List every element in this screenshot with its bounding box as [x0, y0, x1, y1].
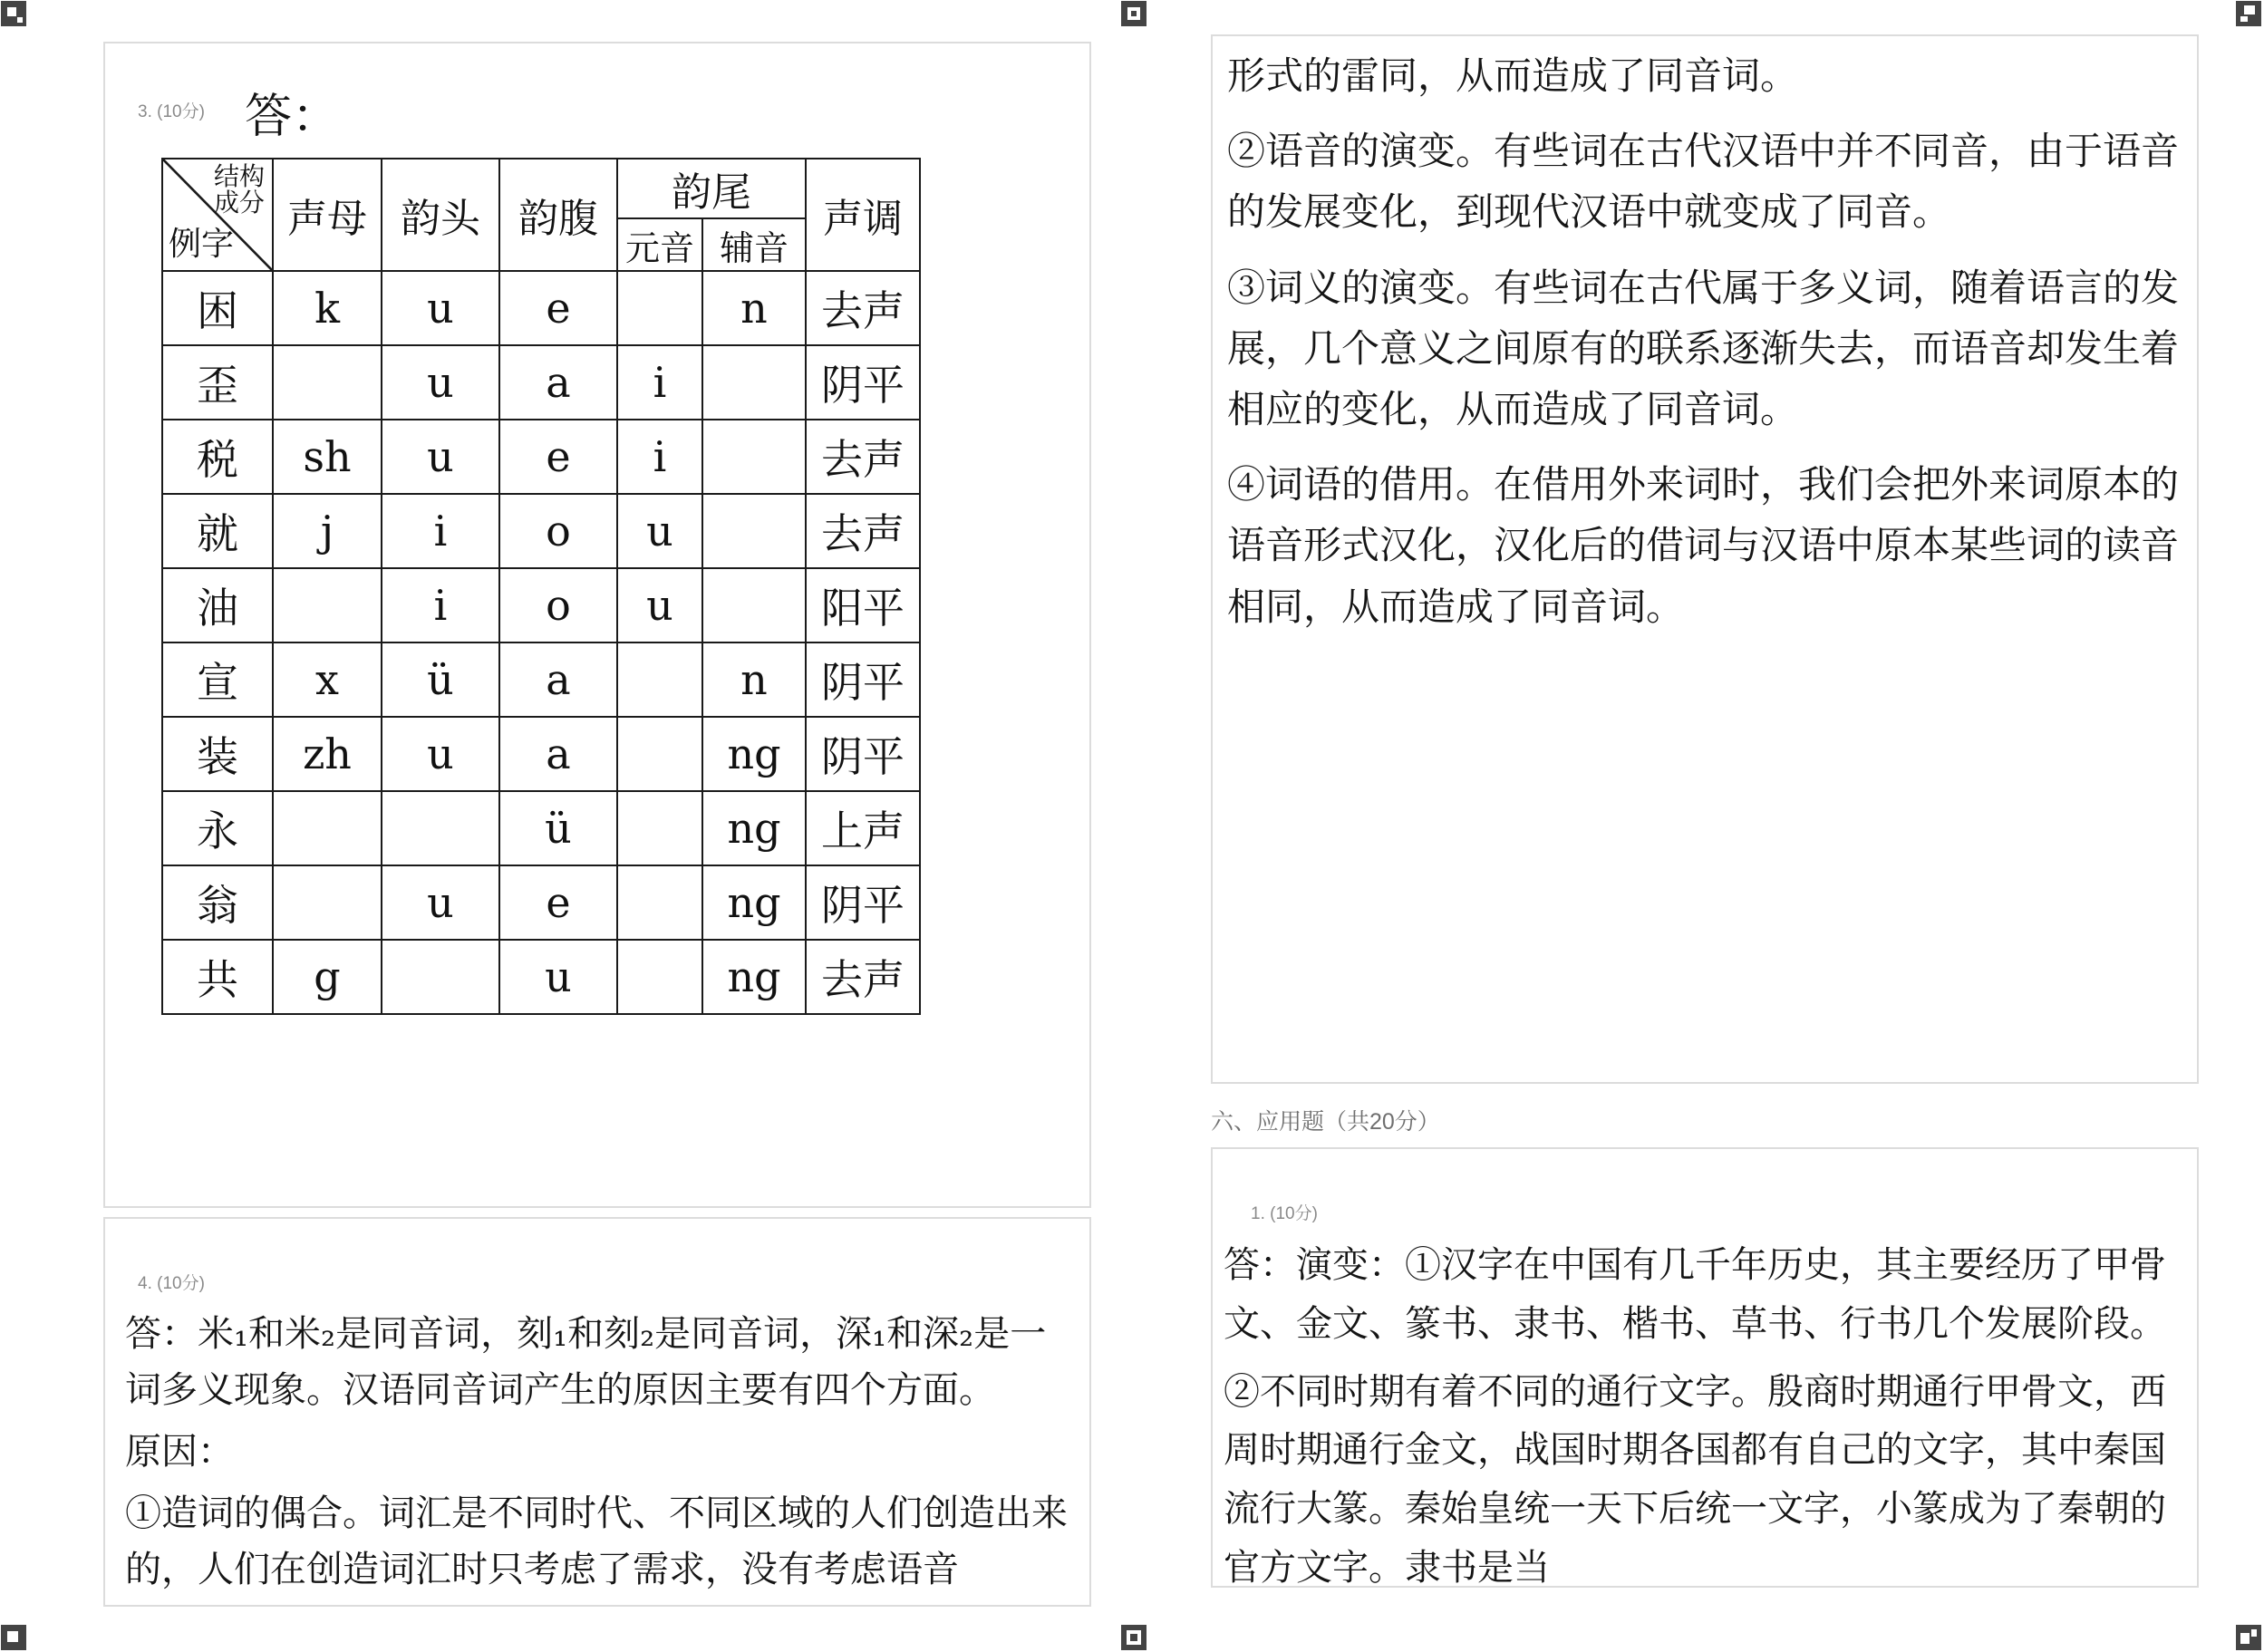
question-4-panel: [103, 1217, 1091, 1607]
answer-paragraph: ①造词的偶合。词汇是不同时代、不同区域的人们创造出来的，人们在创造词汇时只考虑了需求，没有考虑语音: [125, 1493, 1068, 1590]
table-row: [162, 940, 920, 1014]
row-consonant-coda: ng: [702, 717, 806, 791]
corner-mark-bottom-left: [0, 1624, 27, 1651]
row-vowel-coda: [617, 717, 702, 791]
row-nucleus: a: [499, 717, 617, 791]
header-initial: 声母: [273, 159, 382, 271]
row-vowel-coda: i: [617, 420, 702, 494]
table-row: [162, 865, 920, 940]
question-3-answer-label: 答：: [245, 90, 340, 144]
row-vowel-coda: [617, 642, 702, 717]
answer-paragraph: 形式的雷同，从而造成了同音词。: [1227, 53, 1799, 98]
row-character: 困: [162, 271, 273, 345]
row-character: 油: [162, 568, 273, 642]
row-consonant-coda: [702, 345, 806, 420]
table-corner-header: [162, 159, 273, 271]
row-tone: 阴平: [806, 717, 920, 791]
answer-paragraph: ④词语的借用。在借用外来词时，我们会把外来词原本的语音形式汉化，汉化后的借词与汉语中原本某些词的读音相同，从而造成了同音词。: [1227, 462, 2180, 629]
row-initial: zh: [273, 717, 382, 791]
row-initial: sh: [273, 420, 382, 494]
table-row: [162, 345, 920, 420]
row-character: 翁: [162, 865, 273, 940]
corner-mark-top-middle: [1120, 0, 1147, 27]
row-initial: g: [273, 940, 382, 1014]
row-nucleus: a: [499, 345, 617, 420]
row-vowel-coda: [617, 940, 702, 1014]
row-character: 就: [162, 494, 273, 568]
row-character: 宣: [162, 642, 273, 717]
row-consonant-coda: ng: [702, 940, 806, 1014]
row-initial: k: [273, 271, 382, 345]
row-nucleus: e: [499, 420, 617, 494]
table-row: [162, 568, 920, 642]
row-tone: 阴平: [806, 345, 920, 420]
row-initial: [273, 568, 382, 642]
header-tone: 声调: [806, 159, 920, 271]
row-tone: 去声: [806, 940, 920, 1014]
row-tone: 阴平: [806, 642, 920, 717]
row-tone: 阴平: [806, 865, 920, 940]
table-row: [162, 494, 920, 568]
header-coda: 韵尾: [617, 159, 806, 218]
table-row: [162, 420, 920, 494]
header-consonant-coda: 辅音: [702, 218, 806, 271]
question-3-number: 3. (10分): [138, 102, 205, 121]
header-nucleus: 韵腹: [499, 159, 617, 271]
corner-mark-bottom-middle: [1120, 1624, 1147, 1651]
row-medial: u: [382, 271, 499, 345]
row-consonant-coda: [702, 420, 806, 494]
row-medial: [382, 791, 499, 865]
row-consonant-coda: n: [702, 642, 806, 717]
application-question-1-panel: [1211, 1147, 2199, 1588]
row-vowel-coda: u: [617, 568, 702, 642]
row-tone: 去声: [806, 271, 920, 345]
header-vowel-coda: 元音: [617, 218, 702, 271]
row-character: 永: [162, 791, 273, 865]
question-4-number: 4. (10分): [138, 1274, 205, 1293]
row-initial: [273, 791, 382, 865]
row-medial: i: [382, 494, 499, 568]
table-row: [162, 717, 920, 791]
corner-top-label: 结构 成分: [213, 161, 265, 218]
row-consonant-coda: ng: [702, 791, 806, 865]
row-medial: u: [382, 420, 499, 494]
table-row: [162, 642, 920, 717]
question-4-answer: [125, 1306, 1068, 1612]
row-nucleus: e: [499, 865, 617, 940]
continuation-answer: [1227, 45, 2183, 652]
application-question-1-number: 1. (10分): [1251, 1204, 1318, 1223]
row-character: 共: [162, 940, 273, 1014]
answer-paragraph: 原因：: [125, 1431, 234, 1473]
row-medial: u: [382, 345, 499, 420]
row-initial: x: [273, 642, 382, 717]
row-medial: [382, 940, 499, 1014]
row-tone: 上声: [806, 791, 920, 865]
answer-paragraph: ②语音的演变。有些词在古代汉语中并不同音，由于语音的发展变化，到现代汉语中就变成了同音。: [1227, 129, 2180, 235]
row-initial: [273, 865, 382, 940]
row-character: 税: [162, 420, 273, 494]
row-character: 歪: [162, 345, 273, 420]
row-initial: [273, 345, 382, 420]
answer-paragraph: ②不同时期有着不同的通行文字。殷商时期通行甲骨文，西周时期通行金文，战国时期各国都有自己的文字，其中秦国流行大篆。秦始皇统一天下后统一文字，小篆成为了秦朝的官方文字。隶书是当: [1224, 1370, 2166, 1589]
row-consonant-coda: [702, 494, 806, 568]
table-body: [162, 271, 920, 1014]
row-vowel-coda: i: [617, 345, 702, 420]
corner-mark-top-right: [2235, 0, 2262, 27]
application-question-1-answer: [1224, 1236, 2184, 1612]
row-initial: j: [273, 494, 382, 568]
row-nucleus: a: [499, 642, 617, 717]
phonetic-analysis-table: [161, 158, 921, 1015]
table-row: [162, 791, 920, 865]
row-nucleus: o: [499, 568, 617, 642]
row-consonant-coda: [702, 568, 806, 642]
row-medial: ü: [382, 642, 499, 717]
row-nucleus: e: [499, 271, 617, 345]
row-medial: i: [382, 568, 499, 642]
answer-paragraph: 答：演变：①汉字在中国有几千年历史，其主要经历了甲骨文、金文、篆书、隶书、楷书、草书、行书几个发展阶段。: [1224, 1244, 2166, 1345]
question-3-panel: [103, 42, 1091, 1208]
row-vowel-coda: [617, 865, 702, 940]
answer-paragraph: 答：米₁和米₂是同音词，刻₁和刻₂是同音词，深₁和深₂是一词多义现象。汉语同音词产生的原因主要有四个方面。: [125, 1313, 1047, 1411]
row-tone: 去声: [806, 494, 920, 568]
corner-mark-top-left: [0, 0, 27, 27]
row-medial: u: [382, 865, 499, 940]
corner-mark-bottom-right: [2235, 1624, 2262, 1651]
row-medial: u: [382, 717, 499, 791]
header-medial: 韵头: [382, 159, 499, 271]
row-tone: 阳平: [806, 568, 920, 642]
corner-bottom-label: 例字: [169, 226, 235, 263]
row-nucleus: u: [499, 940, 617, 1014]
row-consonant-coda: n: [702, 271, 806, 345]
row-vowel-coda: [617, 271, 702, 345]
row-character: 装: [162, 717, 273, 791]
answer-paragraph: ③词义的演变。有些词在古代属于多义词，随着语言的发展，几个意义之间原有的联系逐渐失去，而语音却发生着相应的变化，从而造成了同音词。: [1227, 265, 2180, 431]
row-consonant-coda: ng: [702, 865, 806, 940]
table-row: [162, 271, 920, 345]
row-vowel-coda: u: [617, 494, 702, 568]
row-nucleus: ü: [499, 791, 617, 865]
row-nucleus: o: [499, 494, 617, 568]
section-title: 六、应用题（共20分）: [1211, 1109, 1440, 1135]
row-vowel-coda: [617, 791, 702, 865]
continuation-panel: [1211, 34, 2199, 1084]
row-tone: 去声: [806, 420, 920, 494]
